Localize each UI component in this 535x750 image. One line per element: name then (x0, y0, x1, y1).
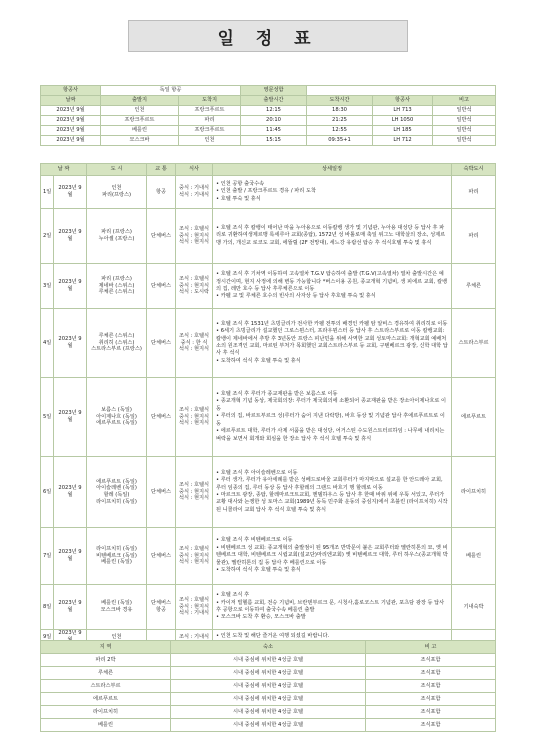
flight-column-header: 도착지 (179, 96, 241, 106)
airline-label: 항공사 (41, 86, 101, 96)
flight-column-header: 비고 (433, 96, 496, 106)
schedule-transport: 단체버스 (147, 378, 176, 457)
flight-column-header: 출발시간 (241, 96, 307, 106)
schedule-stay-city: 스트라스부르 (452, 309, 496, 378)
hotel-row (41, 680, 496, 693)
schedule-stay-city: 파리 (452, 209, 496, 264)
hotel-row (41, 693, 496, 706)
schedule-meals: 조식 : 호텔식 중식 : 현지식 석식 : 현지식 (176, 528, 213, 585)
flight-cell: 21:25 (307, 116, 373, 126)
hotel-cell: 루체른 (41, 667, 171, 680)
flight-column-header: 도착시간 (307, 96, 373, 106)
flight-cell: 09:35+1 (307, 136, 373, 146)
schedule-table (40, 163, 496, 645)
hotel-header-row (41, 641, 496, 654)
schedule-date: 2023년 9 (54, 630, 87, 645)
schedule-day: 1일 (41, 176, 54, 209)
hotel-column-header: 지 역 (41, 641, 171, 654)
hotel-cell: 스트라스부르 (41, 680, 171, 693)
schedule-header-row (41, 164, 496, 176)
schedule-date: 2023년 9월 (54, 528, 87, 585)
english-name-value[interactable] (307, 86, 496, 96)
schedule-meals: 조식 : 호텔식 중식 : 현지식 석식 : 현지식 (176, 209, 213, 264)
flight-cell: 모스크바 (101, 136, 179, 146)
schedule-column-header: 도 시 (87, 164, 147, 176)
flight-cell: 15:15 (241, 136, 307, 146)
schedule-details: • 호텔 조식 후 칼뱅이 태어난 마을 누아용으로 이동칼뱅 생가 및 기념관, 누아용 대성당 등 답사 후 파리로 귀환하여생제르맹 록세루아 교회(종탑), 1572년 성 바톨로매 축일 위그노 대학살의 장소, 성제르맹 가의, 개신교 로코도 교회, 에뜰릴 (2F 전망대), 세느강 유람선 탑승 후 석식호텔 투숙 및 휴식 (213, 209, 452, 264)
schedule-city: 베를린 (독일) 모스크바 경유 (87, 585, 147, 630)
hotel-cell: 베를린 (41, 719, 171, 732)
flight-row (41, 126, 496, 136)
schedule-city: 루체른 (스위스) 취리히 (스위스) 스트라스부르 (프랑스) (87, 309, 147, 378)
schedule-day: 7일 (41, 528, 54, 585)
schedule-city: 에르푸르트 (독일) 아이슬레벤 (독일) 할레 (독일) 라이프치히 (독일) (87, 457, 147, 528)
schedule-meals: 조식 : 호텔식 중식 : 한 식 석식 : 현지식 (176, 309, 213, 378)
schedule-city: 인천 파리(프랑스) (87, 176, 147, 209)
schedule-transport: 항공 (147, 176, 176, 209)
flight-header-row (41, 96, 496, 106)
schedule-city: 인천 (87, 630, 147, 645)
flight-cell: 11:45 (241, 126, 307, 136)
flight-cell: 2023년 9월 (41, 106, 101, 116)
schedule-transport: 단체버스 (147, 264, 176, 309)
schedule-row (41, 309, 496, 378)
flight-cell: 프랑크푸르트 (179, 126, 241, 136)
schedule-day: 4일 (41, 309, 54, 378)
schedule-stay-city: 루체른 (452, 264, 496, 309)
flight-cell: 18:30 (307, 106, 373, 116)
schedule-city: 보름스 (독일) 아이제나흐 (독일) 에르푸르트 (독일) (87, 378, 147, 457)
hotel-row (41, 706, 496, 719)
schedule-stay-city: 기내숙박 (452, 585, 496, 630)
hotel-column-header: 숙소 (171, 641, 366, 654)
flight-cell: LH 185 (373, 126, 433, 136)
schedule-details: • 인천 도착 및 해단 즐거운 여행 되셨길 바랍니다. (213, 630, 452, 645)
hotel-cell: 조식포함 (366, 667, 496, 680)
hotel-cell: 시내 중심에 위치한 4성급 호텔 (171, 719, 366, 732)
flight-table (40, 85, 496, 146)
hotel-cell: 시내 중심에 위치한 4성급 호텔 (171, 680, 366, 693)
hotel-cell: 파리 2박 (41, 654, 171, 667)
schedule-details: • 호텔 조식 후 기차역 이동하여 고속열차 T.G.V 탑승하여 출발 (T.G.V(고속열차) 열차 출발시간은 예정시간이며, 현지 사정에 의해 변동 가능합니다 *버스이용 공원, 종교개혁 기념비, 생 피에르 교회, 칼뱅의 집, 레만 호수 등 답사 후루체른으로 이동 • 카펠 교 및 루체른 호수의 빈사의 사자상 등 답사 후호텔 투숙 및 휴식 (213, 264, 452, 309)
english-name-label: 영문성함 (241, 86, 307, 96)
flight-cell: 12:15 (241, 106, 307, 116)
schedule-meals: 조식 : 호텔식 중식 : 현지식 석식 : 도시락 (176, 264, 213, 309)
schedule-details: • 호텔 조식 후 비텐베르크로 이동 • 비텐베르크 성 교회: 종교개혁의 출발점이 된 95개조 반박문이 붙은 교회루터와 멜란히톤의 묘, 옛 비텐베르크 대학, 비텐베르크 시립교회(설교단)마리엔교회) 옛 비텐베르크 대학, 루터 하우스(종교개혁 박물관), 멜란히톤의 집 등 답사 후 베를린으로 이동 • 도착하여 석식 후 호텔 투숙 및 휴식 (213, 528, 452, 585)
schedule-column-header: 식사 (176, 164, 213, 176)
schedule-column-header: 상세일정 (213, 164, 452, 176)
flight-cell: 인천 (101, 106, 179, 116)
schedule-date: 2023년 9월 (54, 309, 87, 378)
schedule-row (41, 457, 496, 528)
flight-top-header-row (41, 86, 496, 96)
flight-row (41, 116, 496, 126)
flight-row (41, 136, 496, 146)
schedule-stay-city: 에르푸르트 (452, 378, 496, 457)
hotel-cell: 조식포함 (366, 719, 496, 732)
flight-cell: 20:10 (241, 116, 307, 126)
schedule-header-date: 날 짜 (41, 164, 87, 176)
flight-cell: 일반석 (433, 136, 496, 146)
schedule-date: 2023년 9월 (54, 585, 87, 630)
schedule-meals: 중식 : 기내식 석식 : 기내식 (176, 176, 213, 209)
flight-cell: 프랑크푸르트 (179, 106, 241, 116)
schedule-row (41, 585, 496, 630)
hotel-row (41, 719, 496, 732)
schedule-meals: 조식 : 기내식 (176, 630, 213, 645)
schedule-column-header: 숙박도시 (452, 164, 496, 176)
schedule-meals: 조식 : 호텔식 중식 : 현지식 석식 : 현지식 (176, 457, 213, 528)
schedule-details: • 호텔 조식 후 1531년 츠빙글리가 전사한 카펠 전투의 배경인 카펠 암 알비스 경유하여 취리히로 이동 • 6세기 츠빙글리가 설교했던 그로스뮌스터, 프라우뮌스터 등 답사 후 스트라스부르로 이동 칼뱅교회: 칼뱅이 제네바에서 추방 후 3년동안 프랑스 피난민을 위해 사역한 교회 성토마스교회: 개혁교회 예배처소의 원조격인 교회, 마르틴 부처가 목회했던 교회스트라스부르 등 교회, 구텐베르크 광장, 신학 대학 답사 후 석식 • 도착하여 석식 후 호텔 투숙 및 휴식 (213, 309, 452, 378)
hotel-table (40, 640, 496, 732)
schedule-row (41, 209, 496, 264)
flight-cell: LH 713 (373, 106, 433, 116)
schedule-transport: 단체버스 (147, 528, 176, 585)
schedule-day: 2일 (41, 209, 54, 264)
flight-row (41, 106, 496, 116)
schedule-row (41, 378, 496, 457)
flight-cell: 2023년 9월 (41, 136, 101, 146)
page-title: 일 정 표 (128, 20, 408, 52)
flight-cell: 2023년 9월 (41, 126, 101, 136)
airline-name: 독일 항공 (101, 86, 241, 96)
schedule-day: 3일 (41, 264, 54, 309)
schedule-stay-city: 파리 (452, 176, 496, 209)
schedule-day: 9일 (41, 630, 54, 645)
flight-cell: 인천 (179, 136, 241, 146)
schedule-city: 파리 (프랑스) 누아셸 (프랑스) (87, 209, 147, 264)
schedule-row (41, 528, 496, 585)
schedule-day: 8일 (41, 585, 54, 630)
flight-cell: 일반석 (433, 106, 496, 116)
hotel-cell: 조식포함 (366, 654, 496, 667)
schedule-row (41, 264, 496, 309)
flight-cell: 일반석 (433, 126, 496, 136)
schedule-date: 2023년 9월 (54, 264, 87, 309)
hotel-cell: 시내 중심에 위치한 4성급 호텔 (171, 706, 366, 719)
schedule-column-header: 교 통 (147, 164, 176, 176)
schedule-city: 파리 (프랑스) 제네바 (스위스) 루체른 (스위스) (87, 264, 147, 309)
hotel-column-header: 비 고 (366, 641, 496, 654)
flight-cell: 파리 (179, 116, 241, 126)
schedule-transport: 단체버스 (147, 309, 176, 378)
schedule-date: 2023년 9월 (54, 176, 87, 209)
flight-cell: 베를린 (101, 126, 179, 136)
hotel-row (41, 654, 496, 667)
flight-cell: LH 1050 (373, 116, 433, 126)
schedule-details: • 호텔 조식 후 • 카이저 빌헬름 교회, 전승 기념비, 브란덴부르크 문, 시청사,홀로코스트 기념관, 포츠담 광장 등 답사 후 공항으로 이동하여 출국수속 베를린 출발 • 모스크바 도착 후 환승, 모스크바 출발 (213, 585, 452, 630)
hotel-cell: 조식포함 (366, 706, 496, 719)
schedule-transport: 단체버스 (147, 209, 176, 264)
schedule-day: 6일 (41, 457, 54, 528)
flight-column-header: 날짜 (41, 96, 101, 106)
flight-cell: 프랑크푸르트 (101, 116, 179, 126)
hotel-cell: 라이프치히 (41, 706, 171, 719)
schedule-transport: 단체버스 (147, 457, 176, 528)
hotel-cell: 시내 중심에 위치한 4성급 호텔 (171, 654, 366, 667)
flight-cell: 12:55 (307, 126, 373, 136)
hotel-cell: 조식포함 (366, 680, 496, 693)
flight-cell: LH 712 (373, 136, 433, 146)
schedule-city: 라이프치히 (독일) 비텐베르크 (독일) 베를린 (독일) (87, 528, 147, 585)
schedule-details: • 인천 공항 출국수속 • 인천 출발 / 프랑크푸르트 경유 / 파리 도착 • 호텔 투숙 및 휴식 (213, 176, 452, 209)
hotel-cell: 에르푸르트 (41, 693, 171, 706)
hotel-row (41, 667, 496, 680)
hotel-cell: 시내 중심에 위치한 4성급 호텔 (171, 693, 366, 706)
schedule-date: 2023년 9월 (54, 457, 87, 528)
schedule-stay-city: 라이프치히 (452, 457, 496, 528)
hotel-cell: 시내 중심에 위치한 4성급 호텔 (171, 667, 366, 680)
schedule-day: 5일 (41, 378, 54, 457)
flight-cell: 일반석 (433, 116, 496, 126)
schedule-details: • 호텔 조식 후 루터가 종교재판을 받은 보름스로 이동 • 종교개혁 기념 동상, 제국회의장: 루터가 제국회의에 소환되어 종교재판을 받은 장소아이제나흐로 이동 • 루터의 집, 바르트부르크 성(루터가 숨어 지낸 다락방), 바흐 동상 및 기념관 답사 후에르푸르트로 이동 • 에르푸르트 대학, 루터가 사제 서품을 받은 대성당, 어거스틴 수도원스트터르하임 : 나무에 내리치는 벼락을 보면서 회개와 회심을 한 장소 답사 후 석식 호텔 투숙 및 휴식 (213, 378, 452, 457)
schedule-date: 2023년 9월 (54, 378, 87, 457)
flight-cell: 2023년 9월 (41, 116, 101, 126)
schedule-meals: 조식 : 호텔식 중식 : 현지식 석식 : 기내식 (176, 585, 213, 630)
flight-column-header: 항공사 (373, 96, 433, 106)
schedule-details: • 호텔 조식 후 아이슬레벤으로 이동 • 루터 생가, 루터가 유아세례를 받은 성베드로바울 교회루터가 마지막으로 설교를 한 안드레아 교회, 루터 임종의 집, 루터 동상 등 답사 후할레의 그랜드 바흐기 행 할레로 이동 • 마르크트 광장, 종탑, 할레마르크트교회, 헨델하우스 등 답사 후 한때 바위 위에 우뚝 서있고, 루터가 교황 대사와 논쟁한 성 토마스 교회(1989년 동독 민주화 운동의 중심지)에서 초블린 (라이프치히) 시작된 니콜라이 교회 답사 후 석식 호텔 투숙 및 휴식 (213, 457, 452, 528)
schedule-meals: 조식 : 호텔식 중식 : 현지식 석식 : 현지식 (176, 378, 213, 457)
schedule-row (41, 176, 496, 209)
schedule-date: 2023년 9월 (54, 209, 87, 264)
hotel-cell: 조식포함 (366, 693, 496, 706)
flight-column-header: 출발지 (101, 96, 179, 106)
schedule-transport: 단체버스 항공 (147, 585, 176, 630)
schedule-stay-city: 베를린 (452, 528, 496, 585)
